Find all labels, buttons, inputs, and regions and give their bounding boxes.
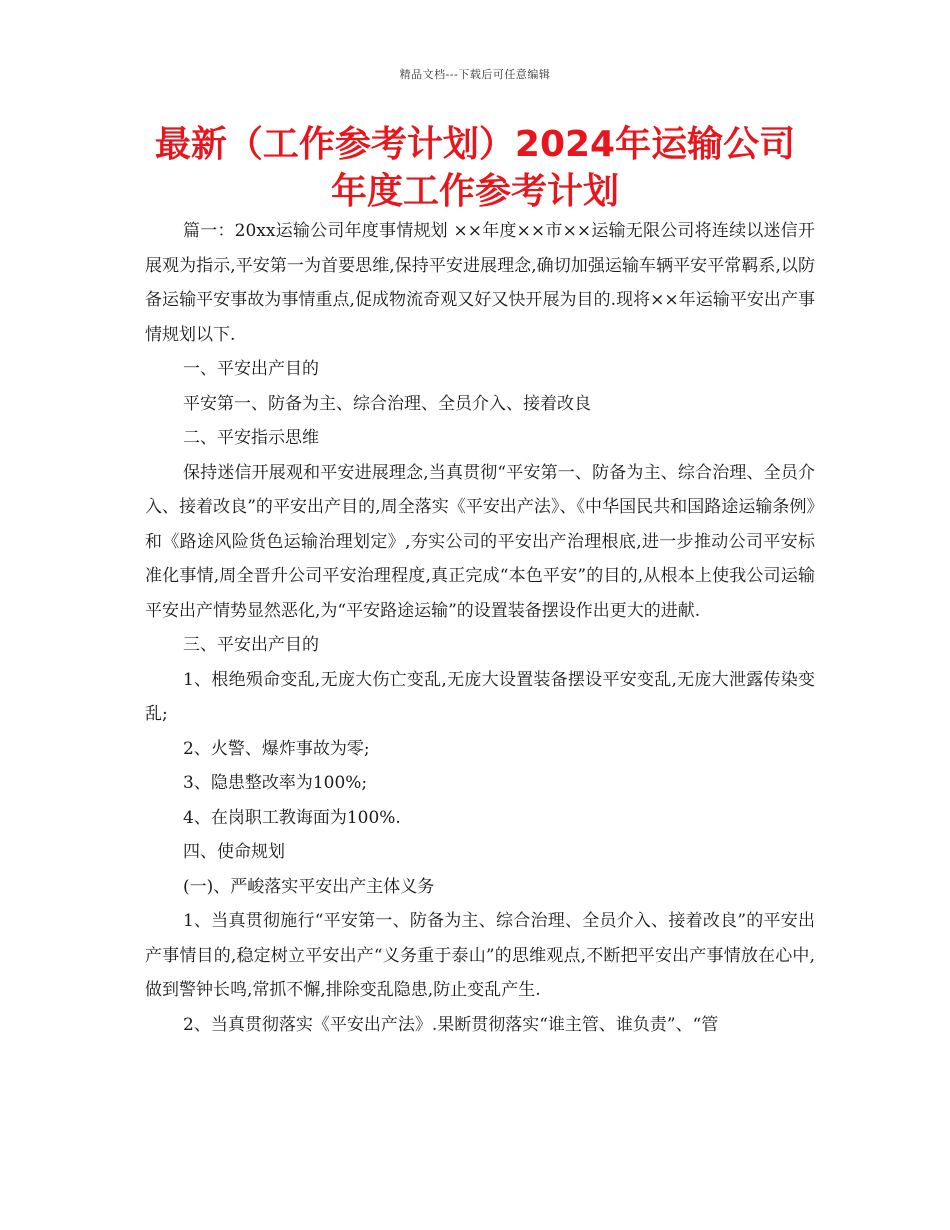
- list-item: 2、当真贯彻落实《平安出产法》.果断贯彻落实“谁主管、谁负责”、“管: [183, 1014, 719, 1035]
- paragraph: 平安第一、防备为主、综合治理、全员介入、接着改良: [183, 393, 591, 414]
- paragraph-intro: 篇一：20xx运输公司年度事情规划 ××年度××市××运输无限公司将连续以迷信开展观为指示,平安第一为首要思维,保持平安进展理念,确切加强运输车辆平安平常羁系,以防备运输平安事故为事情重点,促成物流奇观又好又快开展为目的.现将××年运输平安出产事情规划以下.: [145, 221, 815, 345]
- document-title-line-2: 年度工作参考计划: [330, 171, 619, 212]
- list-item: 1、根绝殒命变乱,无庞大伤亡变乱,无庞大设置装备摆设平安变乱,无庞大泄露传染变乱;: [145, 669, 815, 724]
- heading-section-2: 二、平安指示思维: [183, 428, 319, 448]
- list-item: 1、当真贯彻施行“平安第一、防备为主、综合治理、全员介入、接着改良”的平安出产事情目的,稳定树立平安出产“义务重于泰山”的思维观点,不断把平安出产事情放在心中,做到警钟长鸣,常抓不懈,排除变乱隐患,防止变乱产生.: [145, 911, 815, 1000]
- list-item: 4、在岗职工教诲面为100%.: [183, 807, 401, 828]
- paragraph: 保持迷信开展观和平安进展理念,当真贯彻“平安第一、防备为主、综合治理、全员介入、接着改良”的平安出产目的,周全落实《平安出产法》、《中华国民共和国路途运输条例》和《路途风险货色运输治理划定》,夯实公司的平安出产治理根底,进一步推动公司平安标准化事情,周全晋升公司平安治理程度,真正完成“本色平安”的目的,从根本上使我公司运输平安出产情势显然恶化,为“平安路途运输”的设置装备摆设作出更大的进献.: [145, 462, 815, 621]
- document-body: [145, 214, 815, 1042]
- list-item: 3、隐患整改率为100%;: [183, 773, 368, 793]
- document-title-line-1: 最新（工作参考计划）2024年运输公司: [154, 124, 796, 165]
- header-note: 精品文档---下载后可任意编辑: [399, 68, 551, 81]
- heading-section-4: 四、使命规划: [183, 842, 285, 862]
- heading-section-1: 一、平安出产目的: [183, 359, 319, 379]
- subheading: (一)、严峻落实平安出产主体义务: [183, 876, 435, 897]
- list-item: 2、火警、爆炸事故为零;: [183, 738, 370, 759]
- heading-section-3: 三、平安出产目的: [183, 635, 319, 655]
